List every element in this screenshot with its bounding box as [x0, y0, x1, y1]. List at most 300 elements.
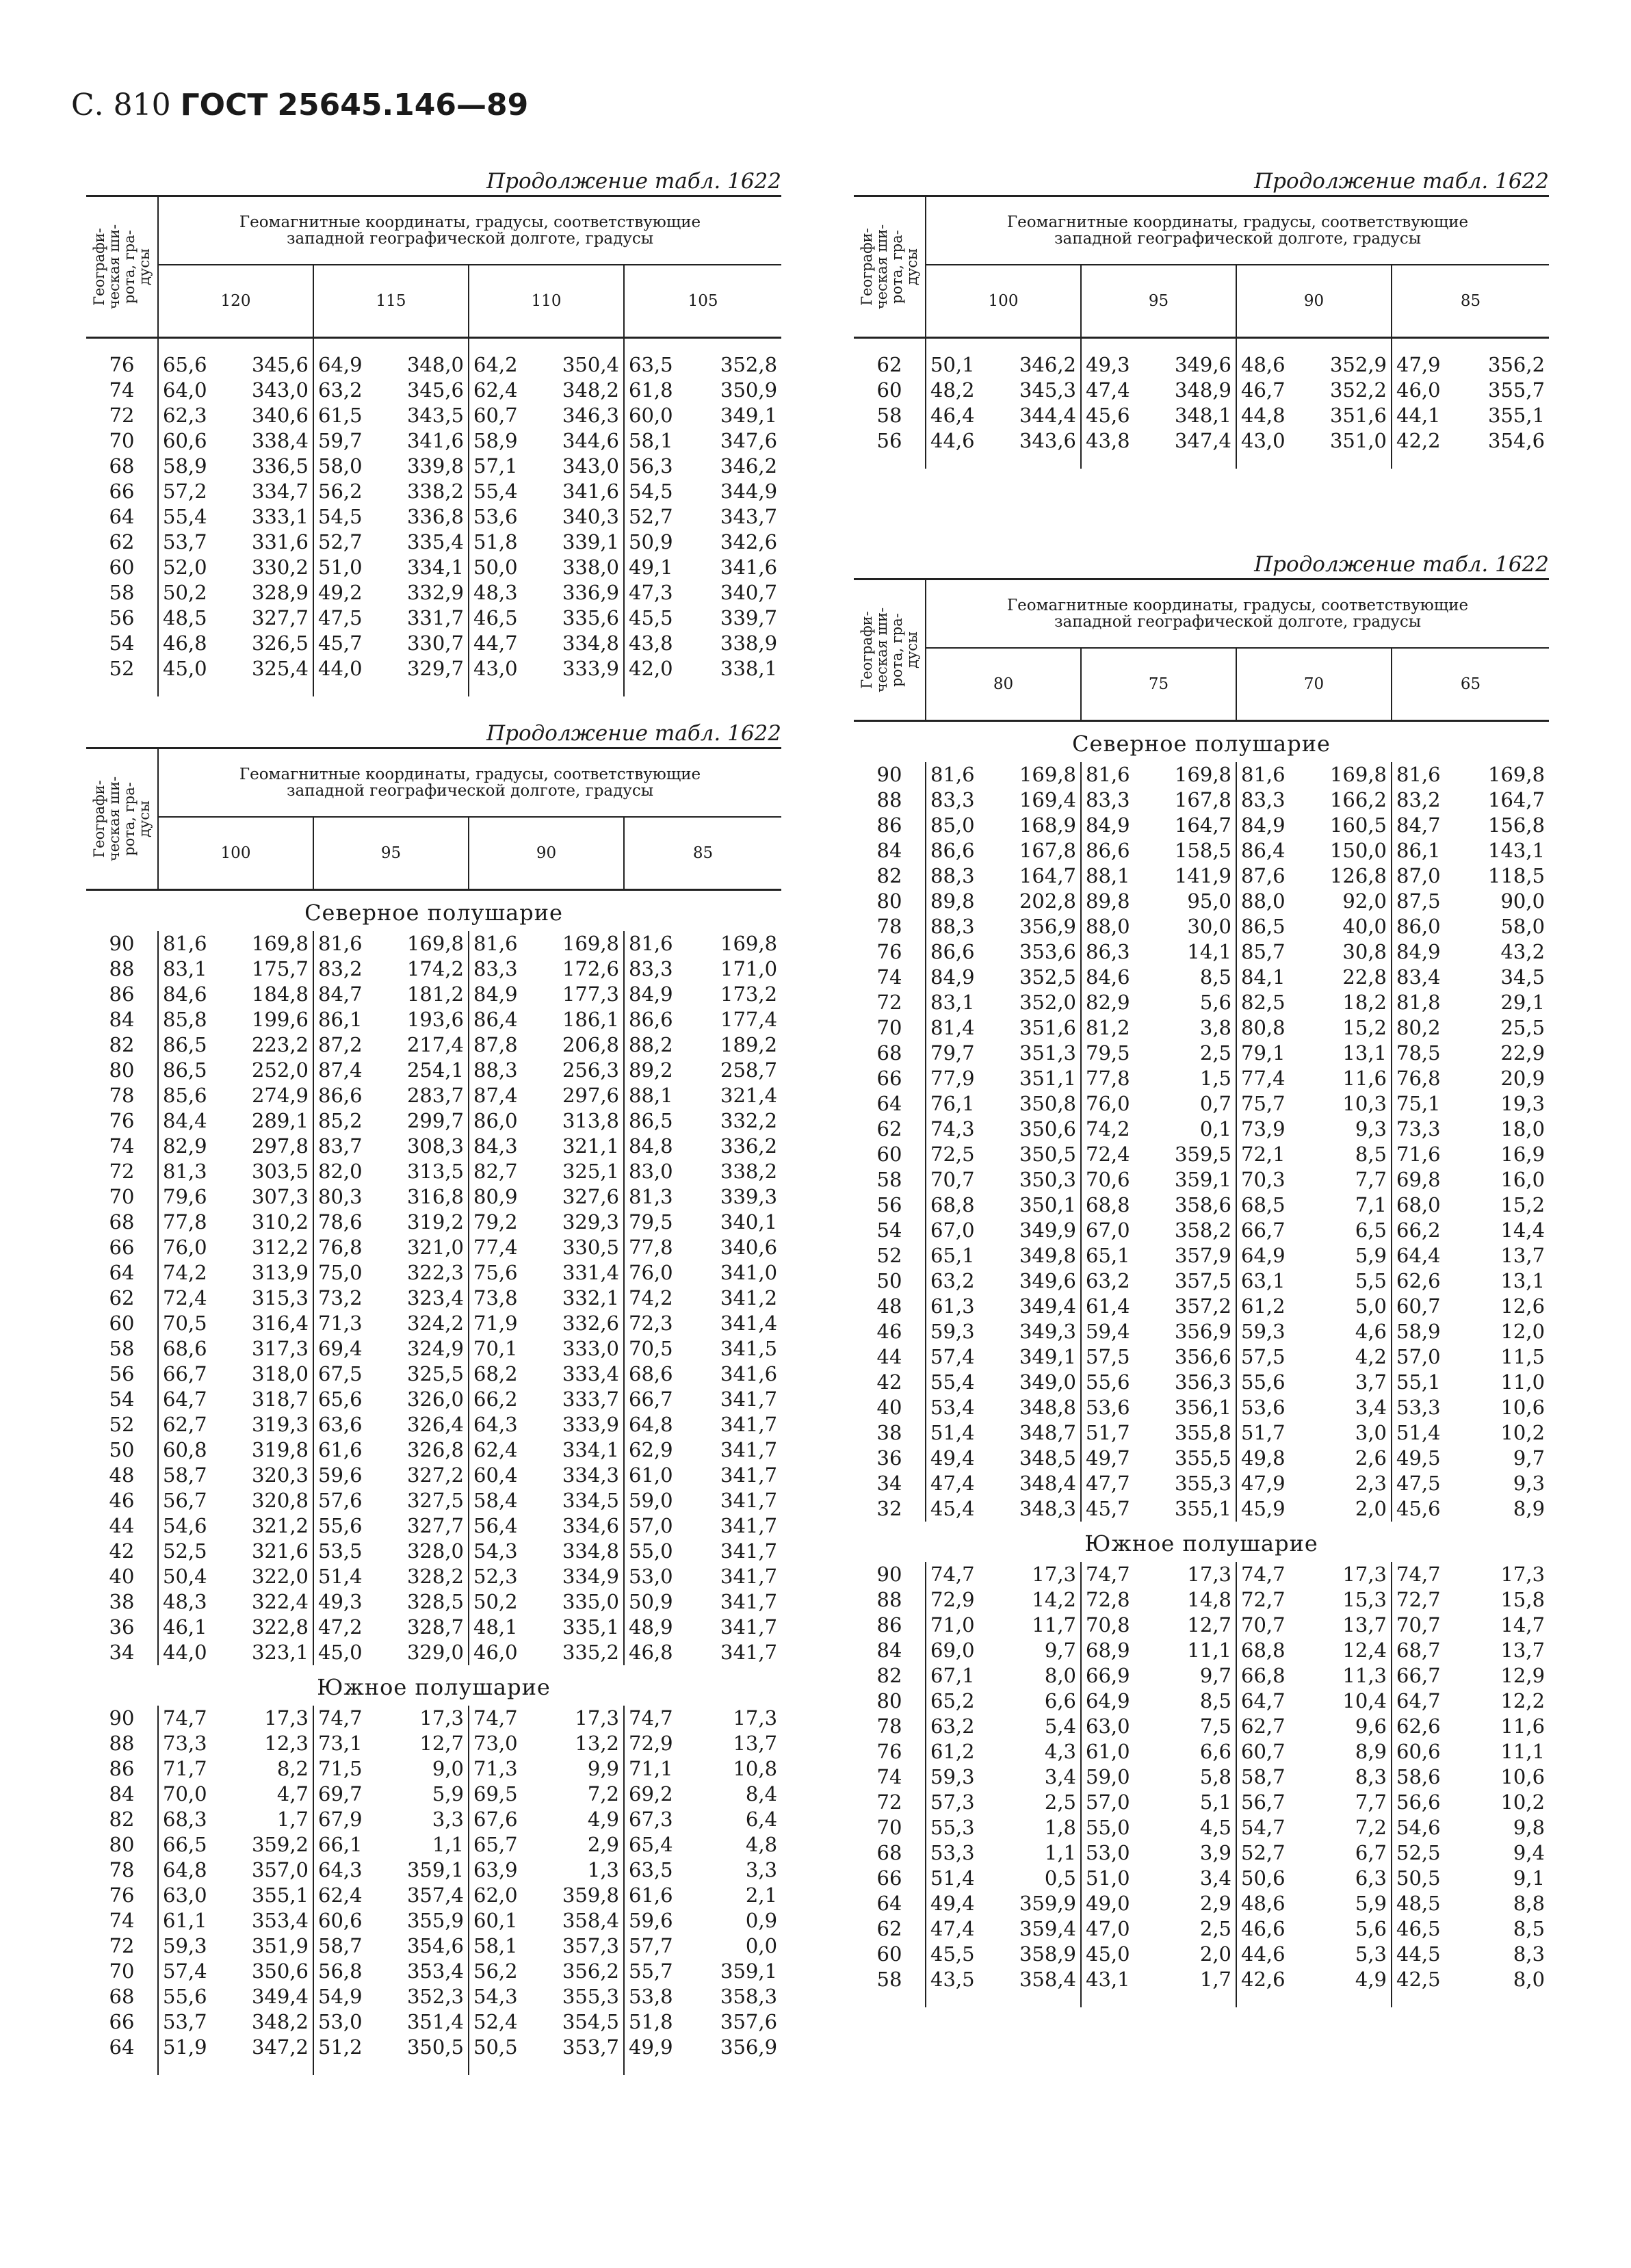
- latitude-value-cell: 73,3: [1392, 1117, 1437, 1142]
- latitude-value-cell: 65,1: [930, 1244, 975, 1267]
- longitude-value-cell: 19,3: [1500, 1092, 1545, 1115]
- latitude-value-cell: 47,0: [1081, 1916, 1127, 1942]
- latitude-value-cell: 88,0: [1081, 914, 1127, 939]
- latitude-value-cell: 86,1: [313, 1007, 359, 1032]
- longitude-value-cell: 2,5: [1044, 1790, 1076, 1814]
- latitude-value-cell: 65,6: [313, 1387, 359, 1412]
- latitude-value-cell: 81,6: [1236, 762, 1282, 787]
- longitude-value-cell: 164,7: [1019, 864, 1076, 887]
- longitude-value-cell: 9,3: [1513, 1472, 1545, 1495]
- longitude-value-cell: 184,8: [251, 982, 309, 1006]
- longitude-value-cell: 8,5: [1199, 1689, 1231, 1712]
- latitude-value-cell: 70,3: [1236, 1167, 1282, 1192]
- longitude-value-cell: 333,0: [562, 1337, 619, 1360]
- latitude-value-cell: 77,9: [930, 1067, 975, 1090]
- longitude-value-cell: 92,0: [1342, 889, 1387, 913]
- longitude-value-cell: 329,7: [406, 657, 464, 680]
- longitude-value-cell: 336,2: [720, 1134, 778, 1158]
- latitude-value-cell: 65,7: [469, 1832, 514, 1858]
- table-row: [854, 378, 1549, 403]
- table-row: [86, 1235, 781, 1260]
- longitude-value-cell: 357,2: [1174, 1294, 1231, 1318]
- latitude-value-cell: 79,1: [1236, 1041, 1282, 1066]
- longitude-value-cell: 321,0: [406, 1236, 464, 1259]
- latitude-value-cell: 67,5: [313, 1361, 359, 1387]
- latitude-value-cell: 52,5: [163, 1539, 207, 1563]
- latitude-value-cell: 59,3: [163, 1934, 207, 1957]
- longitude-value-cell: 11,1: [1500, 1740, 1545, 1763]
- latitude-cell: 78: [86, 1083, 158, 1108]
- latitude-value-cell: 80,8: [1236, 1015, 1282, 1041]
- latitude-cell: 48: [86, 1463, 158, 1488]
- longitude-value-cell: 347,2: [251, 2035, 309, 2059]
- latitude-value-cell: 80,9: [469, 1184, 514, 1210]
- table-row: [854, 1015, 1549, 1041]
- longitude-value-cell: 329,0: [406, 1641, 464, 1664]
- longitude-header: 80: [926, 648, 1081, 721]
- latitude-cell: 76: [854, 1739, 926, 1764]
- spacer-cell: [514, 2060, 624, 2075]
- longitude-value-cell: 43,2: [1500, 940, 1545, 963]
- spacer-cell: [670, 681, 781, 696]
- latitude-value-cell: 72,1: [1236, 1142, 1282, 1167]
- longitude-value-cell: 5,4: [1044, 1715, 1076, 1738]
- longitude-value-cell: 9,0: [432, 1757, 464, 1780]
- latitude-value-cell: 71,6: [1392, 1142, 1437, 1167]
- latitude-value-cell: 52,7: [1236, 1840, 1282, 1866]
- latitude-cell: 66: [86, 1235, 158, 1260]
- latitude-value-cell: 47,9: [1392, 352, 1437, 378]
- latitude-value-cell: 47,2: [313, 1615, 359, 1640]
- longitude-value-cell: 168,9: [1019, 813, 1076, 837]
- latitude-value-cell: 66,7: [1392, 1663, 1437, 1689]
- latitude-value-cell: 68,8: [930, 1193, 975, 1216]
- longitude-value-cell: 318,7: [251, 1387, 309, 1411]
- longitude-value-cell: 324,9: [406, 1337, 464, 1360]
- longitude-value-cell: 343,5: [406, 404, 464, 427]
- latitude-cell: 76: [854, 939, 926, 965]
- latitude-header-text: Географи- ческая ши- рота, гра- дусы: [91, 224, 153, 310]
- latitude-value-cell: 80,3: [313, 1184, 359, 1210]
- latitude-value-cell: 79,5: [624, 1210, 670, 1235]
- latitude-cell: 76: [86, 352, 158, 378]
- spacer-cell: [1127, 1992, 1236, 2007]
- latitude-value-cell: 62,6: [1392, 1268, 1437, 1294]
- latitude-cell: 32: [854, 1496, 926, 1522]
- spacer-cell: [1282, 1992, 1392, 2007]
- latitude-cell: 64: [854, 1091, 926, 1117]
- latitude-value-cell: 43,5: [930, 1968, 975, 1991]
- latitude-value-cell: 62,0: [469, 1883, 514, 1908]
- longitude-value-cell: 11,6: [1342, 1067, 1387, 1090]
- latitude-value-cell: 60,6: [163, 429, 207, 452]
- spacer-cell: [624, 2060, 670, 2075]
- longitude-value-cell: 331,4: [562, 1261, 619, 1284]
- longitude-value-cell: 334,9: [562, 1565, 619, 1588]
- latitude-value-cell: 67,0: [930, 1218, 975, 1242]
- latitude-cell: 60: [86, 1311, 158, 1336]
- latitude-value-cell: 47,9: [1236, 1471, 1282, 1496]
- latitude-value-cell: 83,2: [313, 956, 359, 982]
- latitude-value-cell: 72,5: [930, 1143, 975, 1166]
- longitude-value-cell: 164,7: [1488, 788, 1545, 811]
- longitude-value-cell: 343,0: [562, 454, 619, 478]
- longitude-value-cell: 359,4: [1019, 1917, 1076, 1940]
- longitude-value-cell: 316,8: [406, 1185, 464, 1208]
- latitude-value-cell: 88,0: [1236, 889, 1282, 914]
- latitude-value-cell: 50,2: [469, 1589, 514, 1615]
- latitude-cell: 58: [854, 403, 926, 428]
- latitude-value-cell: 60,6: [313, 1908, 359, 1933]
- table-block-top-right: [854, 168, 1549, 469]
- table-row: [86, 1984, 781, 2009]
- longitude-value-cell: 340,3: [562, 505, 619, 528]
- longitude-value-cell: 346,3: [562, 404, 619, 427]
- table-row: [854, 1471, 1549, 1496]
- longitude-value-cell: 143,1: [1488, 839, 1545, 862]
- latitude-value-cell: 57,0: [1392, 1344, 1437, 1370]
- longitude-value-cell: 343,0: [251, 378, 309, 402]
- longitude-value-cell: 357,5: [1174, 1269, 1231, 1292]
- longitude-value-cell: 7,1: [1355, 1193, 1387, 1216]
- latitude-value-cell: 69,5: [469, 1782, 514, 1807]
- latitude-value-cell: 55,6: [1236, 1370, 1282, 1395]
- latitude-cell: 84: [86, 1007, 158, 1032]
- latitude-value-cell: 61,6: [624, 1883, 670, 1908]
- latitude-header-text: Географи- ческая ши- рота, гра- дусы: [91, 776, 153, 862]
- latitude-value-cell: 68,8: [1081, 1192, 1127, 1218]
- latitude-value-cell: 72,7: [1236, 1587, 1282, 1613]
- latitude-value-cell: 46,5: [469, 605, 514, 631]
- longitude-value-cell: 193,6: [406, 1008, 464, 1031]
- latitude-value-cell: 61,0: [1081, 1739, 1127, 1764]
- longitude-value-cell: 18,0: [1500, 1117, 1545, 1140]
- spacer-cell: [1236, 1992, 1282, 2007]
- latitude-value-cell: 51,0: [313, 555, 359, 580]
- table-row: [854, 1066, 1549, 1091]
- longitude-value-cell: 17,3: [1500, 1563, 1545, 1586]
- longitude-header: 70: [1236, 648, 1392, 721]
- longitude-value-cell: 353,7: [562, 2035, 619, 2059]
- latitude-value-cell: 64,7: [1392, 1689, 1437, 1714]
- latitude-value-cell: 53,0: [624, 1564, 670, 1589]
- longitude-value-cell: 332,6: [562, 1312, 619, 1335]
- latitude-value-cell: 86,5: [163, 1058, 207, 1082]
- latitude-value-cell: 83,3: [624, 956, 670, 982]
- latitude-cell: 88: [854, 1587, 926, 1613]
- table-row: [86, 530, 781, 555]
- longitude-value-cell: 351,9: [251, 1934, 309, 1957]
- latitude-value-cell: 57,1: [469, 454, 514, 479]
- latitude-value-cell: 69,0: [930, 1639, 975, 1662]
- latitude-value-cell: 54,3: [469, 1984, 514, 2009]
- latitude-value-cell: 81,6: [1392, 762, 1437, 787]
- latitude-cell: 66: [854, 1866, 926, 1891]
- latitude-value-cell: 60,6: [1392, 1739, 1437, 1764]
- latitude-value-cell: 46,0: [469, 1640, 514, 1665]
- latitude-value-cell: 47,4: [930, 1472, 975, 1495]
- longitude-value-cell: 22,9: [1500, 1041, 1545, 1065]
- longitude-value-cell: 3,3: [432, 1808, 464, 1831]
- longitude-value-cell: 169,8: [406, 932, 464, 955]
- latitude-value-cell: 60,7: [469, 403, 514, 428]
- latitude-value-cell: 83,3: [930, 788, 975, 811]
- longitude-value-cell: 9,4: [1513, 1841, 1545, 1864]
- latitude-value-cell: 86,3: [1081, 939, 1127, 965]
- longitude-value-cell: 333,9: [562, 657, 619, 680]
- latitude-value-cell: 81,6: [469, 931, 514, 956]
- longitude-value-cell: 90,0: [1500, 889, 1545, 913]
- latitude-value-cell: 56,7: [163, 1489, 207, 1512]
- latitude-cell: 58: [854, 1967, 926, 1992]
- longitude-value-cell: 10,8: [733, 1757, 778, 1780]
- latitude-value-cell: 62,4: [313, 1883, 359, 1908]
- latitude-value-cell: 53,7: [163, 2010, 207, 2033]
- table-row: [86, 631, 781, 656]
- longitude-value-cell: 1,5: [1199, 1067, 1231, 1090]
- latitude-value-cell: 50,9: [624, 1589, 670, 1615]
- latitude-cell: 44: [86, 1513, 158, 1539]
- longitude-value-cell: 351,4: [406, 2010, 464, 2033]
- latitude-value-cell: 64,9: [1236, 1243, 1282, 1268]
- latitude-cell: 52: [86, 656, 158, 681]
- longitude-value-cell: 126,8: [1329, 864, 1387, 887]
- table-row: [86, 1311, 781, 1336]
- latitude-value-cell: 61,6: [313, 1437, 359, 1463]
- spacer-cell: [204, 2060, 313, 2075]
- latitude-value-cell: 79,7: [930, 1041, 975, 1065]
- table-row: [86, 378, 781, 403]
- spacer-cell: [469, 338, 514, 353]
- longitude-header: 95: [313, 817, 469, 890]
- latitude-value-cell: 71,3: [469, 1756, 514, 1782]
- longitude-header: 90: [469, 817, 624, 890]
- latitude-value-cell: 79,2: [469, 1210, 514, 1235]
- latitude-value-cell: 76,1: [930, 1092, 975, 1115]
- latitude-value-cell: 74,7: [469, 1706, 514, 1731]
- longitude-header: 85: [1392, 265, 1549, 338]
- table-row: [86, 555, 781, 580]
- latitude-cell: 84: [854, 1638, 926, 1663]
- longitude-value-cell: 352,8: [720, 353, 778, 376]
- longitude-value-cell: 6,7: [1355, 1841, 1387, 1864]
- latitude-value-cell: 42,6: [1236, 1967, 1282, 1992]
- latitude-value-cell: 66,9: [1081, 1663, 1127, 1689]
- table-row: [86, 605, 781, 631]
- latitude-value-cell: 83,1: [163, 957, 207, 980]
- latitude-value-cell: 74,3: [930, 1117, 975, 1140]
- latitude-value-cell: 71,0: [930, 1613, 975, 1637]
- longitude-value-cell: 315,3: [251, 1286, 309, 1309]
- longitude-value-cell: 341,7: [720, 1463, 778, 1487]
- latitude-value-cell: 54,6: [1392, 1815, 1437, 1840]
- latitude-value-cell: 58,7: [1236, 1764, 1282, 1790]
- table-row: [86, 931, 781, 956]
- longitude-value-cell: 175,7: [251, 957, 309, 980]
- latitude-value-cell: 51,4: [930, 1421, 975, 1444]
- longitude-value-cell: 8,4: [745, 1782, 778, 1806]
- longitude-value-cell: 341,4: [720, 1312, 778, 1335]
- latitude-cell: 78: [854, 914, 926, 939]
- latitude-value-cell: 67,1: [930, 1664, 975, 1687]
- latitude-value-cell: 59,3: [1236, 1319, 1282, 1344]
- latitude-value-cell: 48,3: [469, 580, 514, 605]
- longitude-value-cell: 351,1: [1019, 1067, 1076, 1090]
- longitude-value-cell: 349,0: [1019, 1370, 1076, 1394]
- column-description: Геомагнитные координаты, градусы, соответствующие западной географической долготе, градусы: [158, 748, 781, 818]
- latitude-value-cell: 64,9: [1081, 1689, 1127, 1714]
- latitude-value-cell: 56,6: [1392, 1790, 1437, 1815]
- latitude-cell: 42: [86, 1539, 158, 1564]
- latitude-value-cell: 46,0: [1392, 378, 1437, 403]
- latitude-cell: 70: [86, 1184, 158, 1210]
- table-row: [86, 1336, 781, 1361]
- latitude-cell: 68: [86, 1984, 158, 2009]
- latitude-value-cell: 86,6: [1081, 838, 1127, 863]
- latitude-value-cell: 84,8: [624, 1134, 670, 1159]
- latitude-value-cell: 50,4: [163, 1565, 207, 1588]
- latitude-cell: 54: [86, 631, 158, 656]
- longitude-value-cell: 169,8: [1488, 763, 1545, 786]
- longitude-value-cell: 8,3: [1355, 1765, 1387, 1788]
- latitude-value-cell: 79,5: [1081, 1041, 1127, 1066]
- table-row: [854, 1344, 1549, 1370]
- longitude-value-cell: 346,2: [1019, 353, 1076, 376]
- longitude-value-cell: 330,7: [406, 631, 464, 655]
- latitude-value-cell: 86,1: [1392, 838, 1437, 863]
- latitude-value-cell: 44,0: [313, 656, 359, 681]
- longitude-value-cell: 317,3: [251, 1337, 309, 1360]
- table-row: [86, 1731, 781, 1756]
- latitude-value-cell: 70,7: [1236, 1613, 1282, 1638]
- longitude-value-cell: 15,8: [1500, 1588, 1545, 1611]
- latitude-value-cell: 54,7: [1236, 1815, 1282, 1840]
- latitude-value-cell: 53,6: [469, 504, 514, 530]
- longitude-value-cell: 7,5: [1199, 1715, 1231, 1738]
- longitude-value-cell: 167,8: [1174, 788, 1231, 811]
- latitude-cell: 58: [854, 1167, 926, 1192]
- longitude-value-cell: 341,7: [720, 1565, 778, 1588]
- longitude-header: 100: [926, 265, 1081, 338]
- latitude-value-cell: 63,2: [313, 378, 359, 403]
- table-row: [854, 1663, 1549, 1689]
- longitude-value-cell: 322,0: [251, 1565, 309, 1588]
- standard-code: ГОСТ: [180, 88, 268, 122]
- latitude-value-cell: 81,2: [1081, 1015, 1127, 1041]
- latitude-value-cell: 46,7: [1236, 378, 1282, 403]
- latitude-value-cell: 68,2: [469, 1361, 514, 1387]
- page-header: [71, 88, 528, 122]
- latitude-cell: 82: [86, 1807, 158, 1832]
- latitude-cell: 86: [86, 982, 158, 1007]
- longitude-value-cell: 9,6: [1355, 1715, 1387, 1738]
- latitude-value-cell: 63,1: [1236, 1268, 1282, 1294]
- latitude-value-cell: 61,1: [163, 1909, 207, 1932]
- latitude-value-cell: 70,0: [163, 1782, 207, 1806]
- longitude-value-cell: 12,2: [1500, 1689, 1545, 1712]
- table-row: [86, 956, 781, 982]
- geomagnetic-table: [86, 747, 781, 2075]
- longitude-value-cell: 11,6: [1500, 1715, 1545, 1738]
- latitude-value-cell: 64,8: [163, 1858, 207, 1881]
- latitude-value-cell: 75,1: [1392, 1091, 1437, 1117]
- longitude-value-cell: 34,5: [1500, 965, 1545, 989]
- table-block-bottom-right: [854, 551, 1549, 2007]
- longitude-value-cell: 344,4: [1019, 404, 1076, 427]
- longitude-value-cell: 331,7: [406, 606, 464, 629]
- longitude-value-cell: 8,9: [1513, 1497, 1545, 1520]
- latitude-value-cell: 86,6: [313, 1083, 359, 1108]
- latitude-cell: 40: [854, 1395, 926, 1420]
- longitude-value-cell: 8,0: [1044, 1664, 1076, 1687]
- spacer-cell: [971, 454, 1081, 469]
- table-row: [854, 1420, 1549, 1446]
- table-row: [854, 1942, 1549, 1967]
- longitude-value-cell: 355,8: [1174, 1421, 1231, 1444]
- latitude-cell: 64: [854, 1891, 926, 1916]
- latitude-cell: 60: [854, 1942, 926, 1967]
- latitude-value-cell: 43,1: [1081, 1967, 1127, 1992]
- latitude-value-cell: 73,8: [469, 1286, 514, 1311]
- longitude-value-cell: 3,4: [1044, 1765, 1076, 1788]
- longitude-value-cell: 2,5: [1199, 1041, 1231, 1065]
- longitude-value-cell: 0,9: [745, 1909, 778, 1932]
- longitude-value-cell: 5,3: [1355, 1942, 1387, 1966]
- table-caption: Продолжение табл. 1622: [1254, 552, 1549, 577]
- longitude-header: 90: [1236, 265, 1392, 338]
- longitude-value-cell: 5,6: [1355, 1917, 1387, 1940]
- latitude-cell: 68: [86, 454, 158, 479]
- longitude-value-cell: 1,3: [587, 1858, 619, 1881]
- latitude-value-cell: 60,7: [1392, 1294, 1437, 1319]
- latitude-value-cell: 49,5: [1392, 1446, 1437, 1471]
- latitude-value-cell: 54,5: [313, 504, 359, 530]
- latitude-value-cell: 49,1: [624, 555, 670, 580]
- longitude-value-cell: 177,4: [720, 1008, 778, 1031]
- longitude-value-cell: 333,1: [251, 505, 309, 528]
- longitude-value-cell: 3,9: [1199, 1841, 1231, 1864]
- table-row: [854, 939, 1549, 965]
- latitude-value-cell: 61,3: [930, 1294, 975, 1318]
- longitude-value-cell: 349,8: [1019, 1244, 1076, 1267]
- longitude-value-cell: 3,4: [1199, 1866, 1231, 1890]
- latitude-value-cell: 84,4: [163, 1109, 207, 1132]
- table-row: [86, 1007, 781, 1032]
- longitude-value-cell: 348,4: [1019, 1472, 1076, 1495]
- longitude-value-cell: 323,4: [406, 1286, 464, 1309]
- longitude-value-cell: 328,2: [406, 1565, 464, 1588]
- latitude-value-cell: 64,0: [163, 378, 207, 402]
- longitude-value-cell: 8,5: [1199, 965, 1231, 989]
- longitude-value-cell: 349,4: [251, 1985, 309, 2008]
- longitude-value-cell: 3,3: [745, 1858, 778, 1881]
- latitude-value-cell: 89,2: [624, 1058, 670, 1083]
- latitude-value-cell: 45,0: [1081, 1942, 1127, 1967]
- table-row: [86, 1184, 781, 1210]
- longitude-value-cell: 358,3: [720, 1985, 778, 2008]
- latitude-cell: 88: [86, 956, 158, 982]
- longitude-value-cell: 350,1: [1019, 1193, 1076, 1216]
- longitude-value-cell: 339,8: [406, 454, 464, 478]
- latitude-value-cell: 81,3: [163, 1160, 207, 1183]
- longitude-value-cell: 199,6: [251, 1008, 309, 1031]
- longitude-value-cell: 359,9: [1019, 1892, 1076, 1915]
- latitude-value-cell: 74,7: [1392, 1562, 1437, 1587]
- latitude-value-cell: 56,7: [1236, 1790, 1282, 1815]
- latitude-value-cell: 59,0: [1081, 1764, 1127, 1790]
- longitude-value-cell: 355,7: [1488, 378, 1545, 402]
- longitude-value-cell: 171,0: [720, 957, 778, 980]
